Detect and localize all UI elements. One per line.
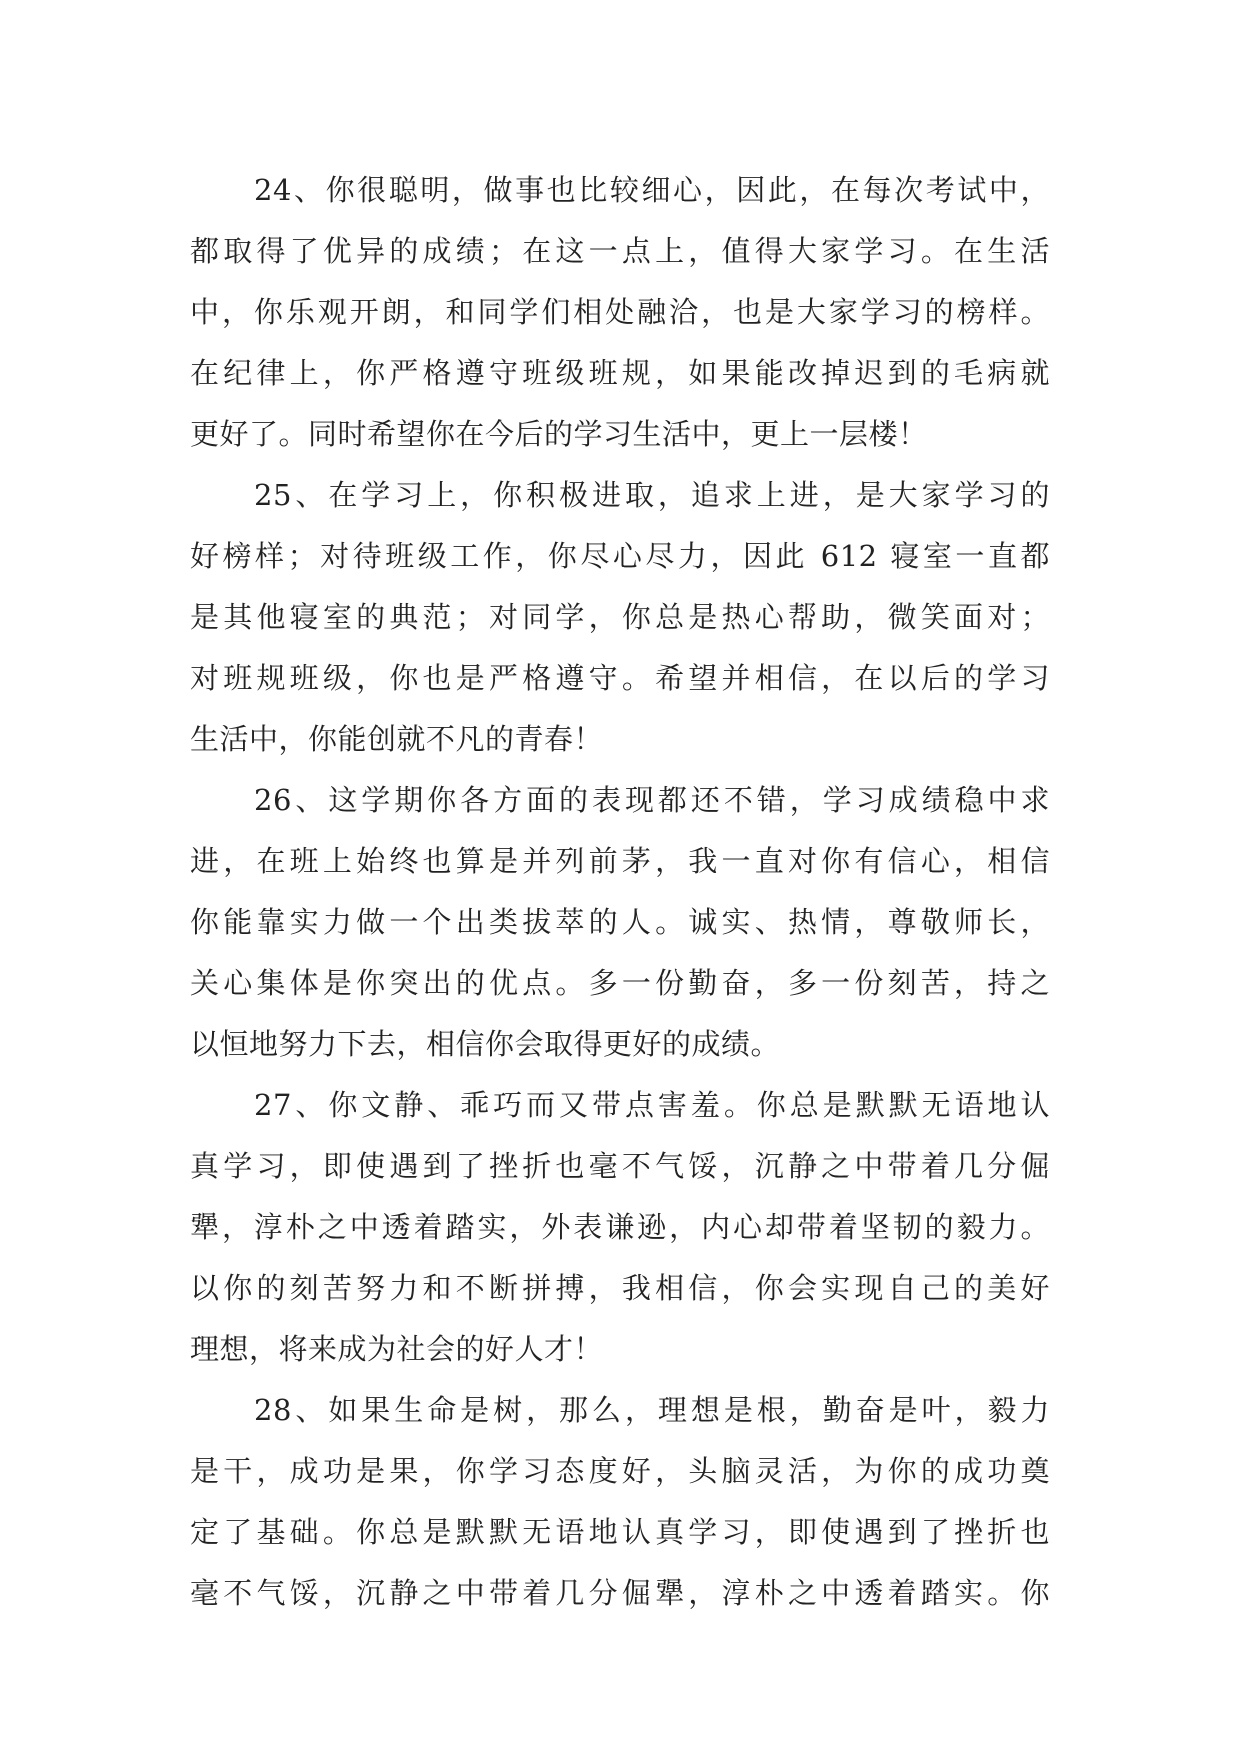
- text-line: 理想，将来成为社会的好人才！: [190, 1332, 604, 1366]
- text-line: 是干，成功是果，你学习态度好，头脑灵活，为你的成功奠: [190, 1454, 1050, 1488]
- text-line: 以恒地努力下去，相信你会取得更好的成绩。: [190, 1027, 781, 1061]
- text-line: 对班规班级，你也是严格遵守。希望并相信，在以后的学习: [190, 661, 1050, 695]
- text-line: 25、在学习上，你积极进取，追求上进，是大家学习的: [254, 478, 1050, 512]
- text-line: 28、如果生命是树，那么，理想是根，勤奋是叶，毅力: [254, 1393, 1050, 1427]
- text-line: 24、你很聪明，做事也比较细心，因此，在每次考试中，: [254, 173, 1050, 207]
- text-line: 更好了。同时希望你在今后的学习生活中，更上一层楼！: [190, 417, 928, 451]
- text-line: 是其他寝室的典范；对同学，你总是热心帮助，微笑面对；: [190, 600, 1050, 634]
- text-line: 中，你乐观开朗，和同学们相处融洽，也是大家学习的榜样。: [190, 295, 1050, 329]
- text-line: 真学习，即使遇到了挫折也毫不气馁，沉静之中带着几分倔: [190, 1149, 1050, 1183]
- text-line: 以你的刻苦努力和不断拼搏，我相信，你会实现自己的美好: [190, 1271, 1050, 1305]
- text-line: 27、你文静、乖巧而又带点害羞。你总是默默无语地认: [254, 1088, 1050, 1122]
- text-line: 定了基础。你总是默默无语地认真学习，即使遇到了挫折也: [190, 1515, 1050, 1549]
- text-line: 在纪律上，你严格遵守班级班规，如果能改掉迟到的毛病就: [190, 356, 1050, 390]
- text-line: 26、这学期你各方面的表现都还不错，学习成绩稳中求: [254, 783, 1050, 817]
- text-line: 毫不气馁，沉静之中带着几分倔犟，淳朴之中透着踏实。你: [190, 1576, 1050, 1610]
- text-line: 你能靠实力做一个出类拔萃的人。诚实、热情，尊敬师长，: [190, 905, 1050, 939]
- text-line: 进，在班上始终也算是并列前茅，我一直对你有信心，相信: [190, 844, 1050, 878]
- text-line: 关心集体是你突出的优点。多一份勤奋，多一份刻苦，持之: [190, 966, 1050, 1000]
- text-line: 好榜样；对待班级工作，你尽心尽力，因此 612 寝室一直都: [190, 539, 1050, 573]
- text-line: 生活中，你能创就不凡的青春！: [190, 722, 604, 756]
- text-line: 犟，淳朴之中透着踏实，外表谦逊，内心却带着坚韧的毅力。: [190, 1210, 1050, 1244]
- text-line: 都取得了优异的成绩；在这一点上，值得大家学习。在生活: [190, 234, 1050, 268]
- document-body: [190, 160, 1050, 1624]
